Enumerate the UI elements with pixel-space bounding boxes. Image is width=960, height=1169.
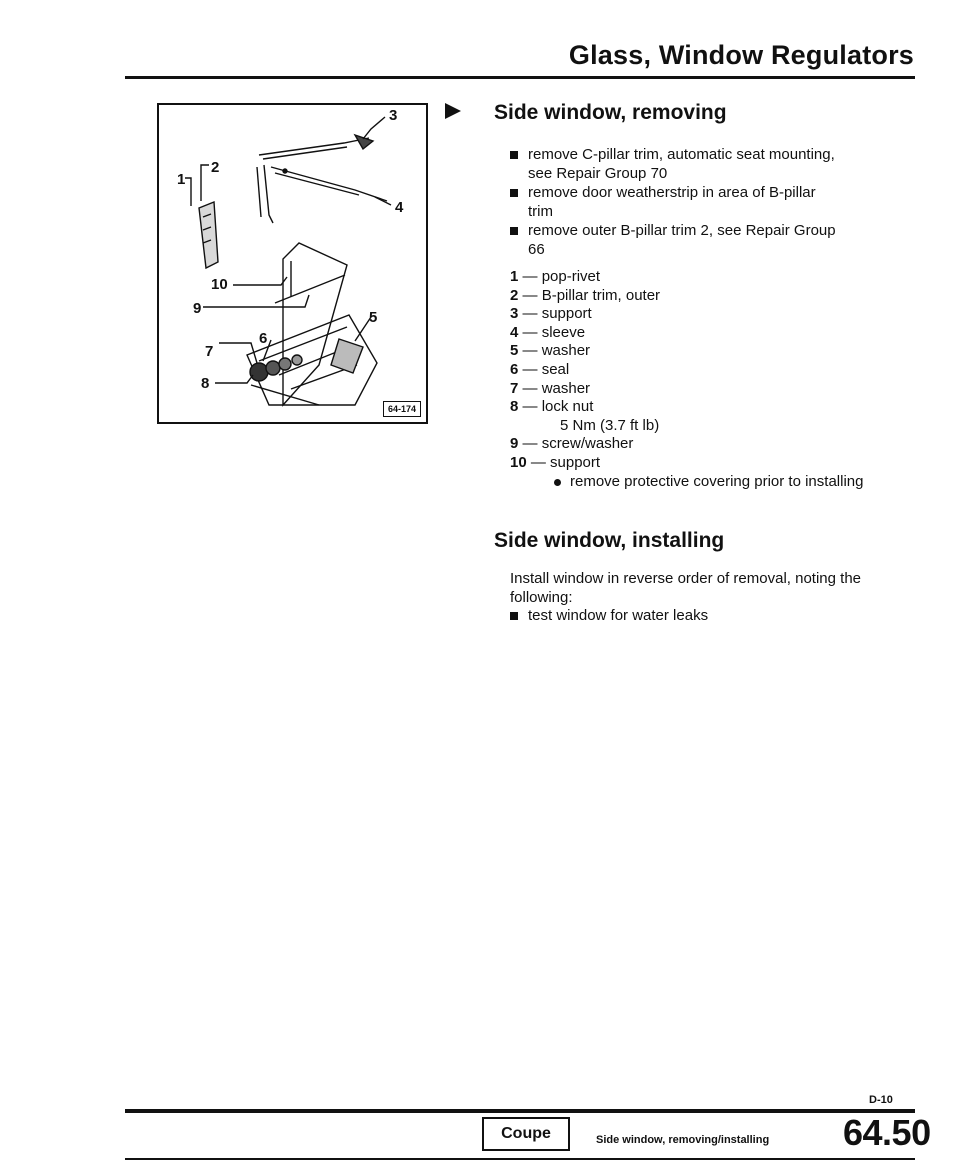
footer-rule-bottom: [125, 1158, 915, 1160]
part-item: 1 — pop-rivet: [510, 268, 601, 285]
removing-steps: [510, 146, 840, 259]
part-item: 2 — B-pillar trim, outer: [510, 286, 661, 304]
section-title-removing: Side window, removing: [494, 101, 727, 124]
section-arrow-icon: [445, 103, 461, 119]
callout-7: 7: [205, 343, 214, 360]
part-note: remove protective covering prior to installing: [510, 473, 870, 492]
dot-bullet-icon: [554, 479, 561, 486]
part-item: 7 — washer: [510, 379, 591, 397]
callout-3: 3: [389, 107, 398, 124]
exploded-view-figure: [157, 103, 428, 424]
square-bullet-icon: [510, 189, 518, 197]
installing-step: test window for water leaks: [510, 607, 870, 626]
callout-6: 6: [259, 330, 268, 347]
page-header-title: Glass, Window Regulators: [568, 40, 914, 70]
part-item: 4 — sleeve: [510, 323, 586, 341]
footer-page-number: 64.50: [843, 1112, 931, 1153]
removing-step: remove outer B-pillar trim 2, see Repair Group 66: [510, 222, 840, 259]
part-item: 8 — lock nut: [510, 398, 594, 416]
removing-step: remove C-pillar trim, automatic seat mounting, see Repair Group 70: [510, 146, 840, 183]
page-code: D-10: [869, 1094, 893, 1106]
square-bullet-icon: [510, 612, 518, 620]
callout-5: 5: [369, 309, 378, 326]
part-item: 6 — seal: [510, 360, 570, 378]
footer-rule-top: [125, 1109, 915, 1113]
callout-10: 10: [211, 276, 228, 293]
callout-8: 8: [201, 375, 210, 392]
parts-list: [510, 268, 870, 491]
footer-caption: Side window, removing/installing: [596, 1134, 770, 1146]
installing-text: [510, 570, 870, 626]
part-item: 10 — support: [510, 453, 601, 471]
part-item: 3 — support: [510, 305, 592, 323]
square-bullet-icon: [510, 227, 518, 235]
part-item: 9 — screw/washer: [510, 435, 634, 453]
removing-step: remove door weatherstrip in area of B-pillar trim: [510, 184, 840, 221]
callout-9: 9: [193, 300, 202, 317]
section-title-installing: Side window, installing: [494, 529, 725, 552]
part-torque-spec: 5 Nm (3.7 ft lb): [560, 416, 660, 434]
installing-intro: Install window in reverse order of removal, noting the following:: [510, 570, 862, 606]
square-bullet-icon: [510, 151, 518, 159]
part-item: 5 — washer: [510, 342, 591, 360]
figure-code: 64-174: [383, 401, 421, 417]
callout-4: 4: [395, 199, 404, 216]
model-box: Coupe: [482, 1117, 570, 1151]
header-rule: [125, 76, 915, 79]
callout-2: 2: [211, 159, 220, 176]
callout-1: 1: [177, 171, 186, 188]
window-assembly-diagram: [159, 105, 426, 422]
